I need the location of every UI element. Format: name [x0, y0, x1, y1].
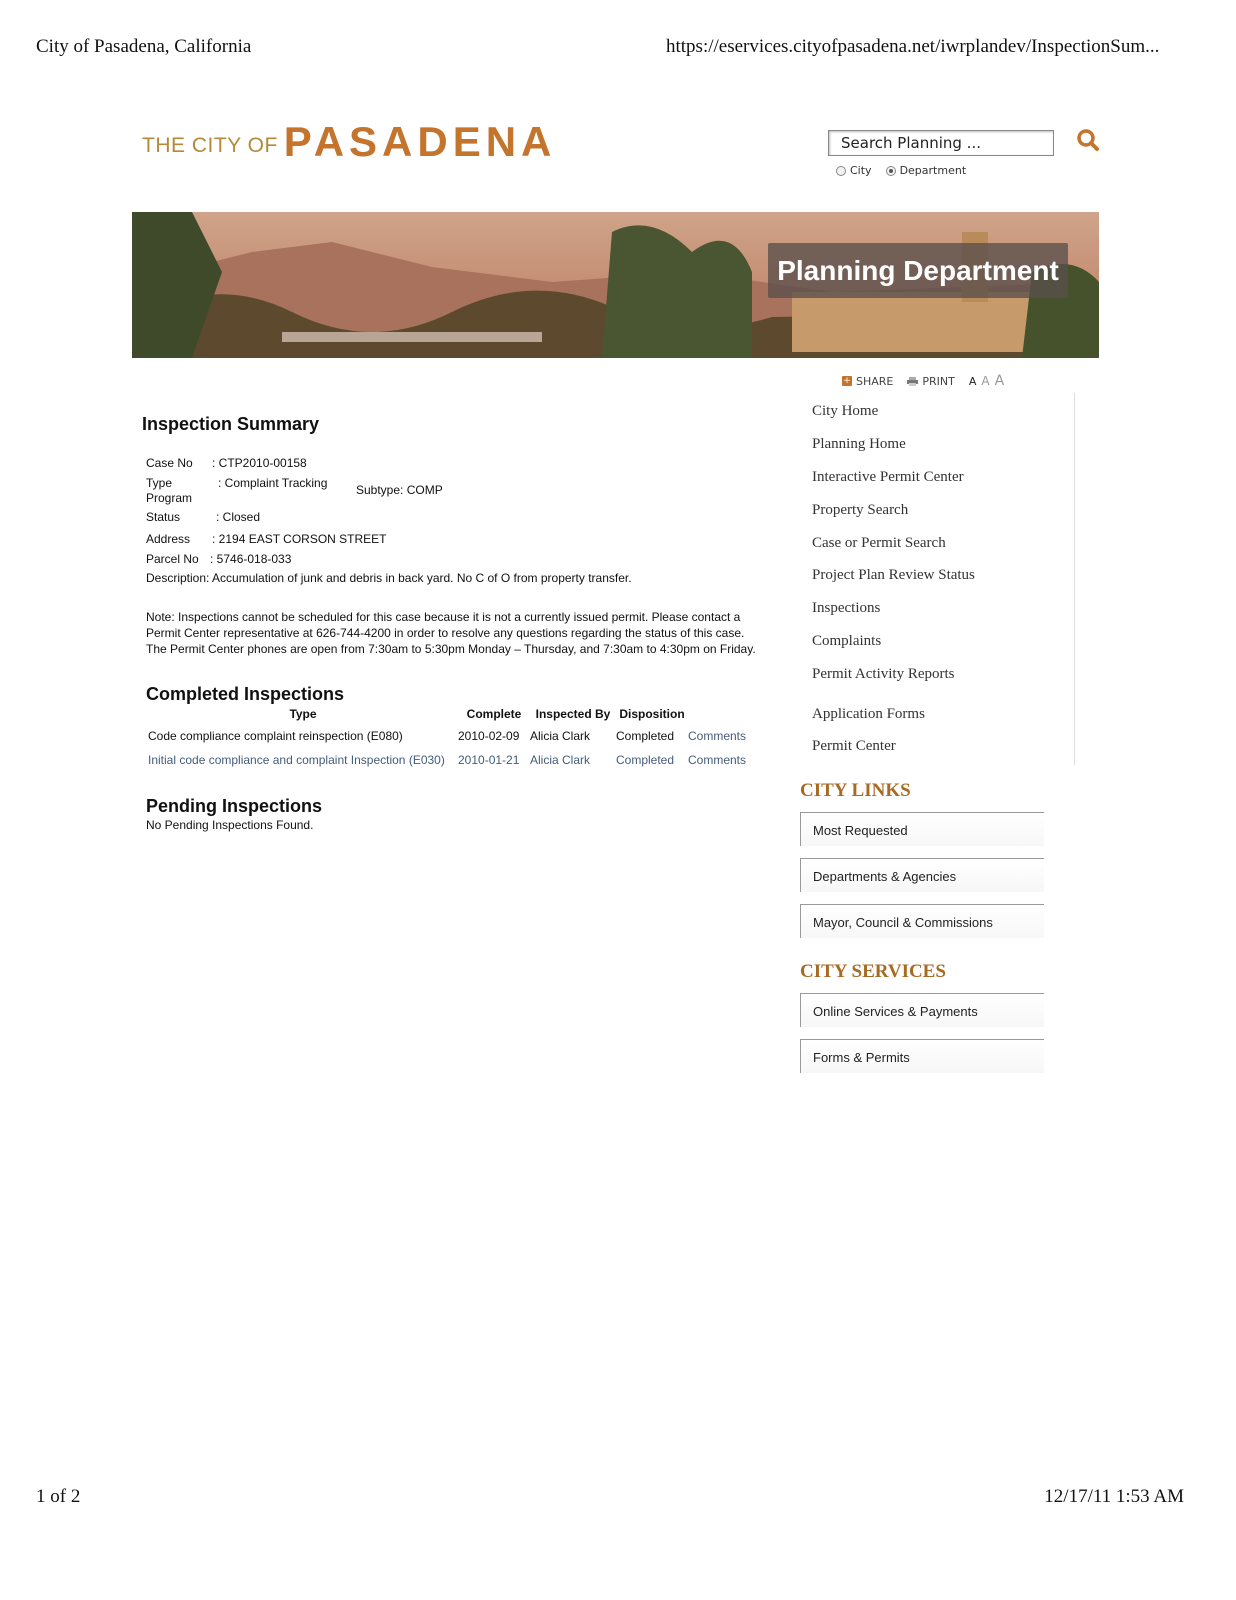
print-header-title: City of Pasadena, California: [36, 36, 252, 57]
sidebar-item-planning-home[interactable]: Planning Home: [812, 436, 906, 452]
sidebar-item-case-or-permit-search[interactable]: Case or Permit Search: [812, 535, 946, 551]
status-label: Status: [146, 510, 181, 524]
parcel-label: Parcel No: [146, 552, 199, 566]
font-size-medium[interactable]: A: [981, 374, 990, 388]
parcel-value: : 5746-018-033: [210, 552, 292, 566]
row-complete: 2010-01-21: [458, 753, 520, 767]
table-row: [148, 748, 752, 772]
banner-title: Planning Department: [768, 243, 1068, 298]
share-button[interactable]: SHARE: [856, 374, 894, 388]
table-row: [148, 724, 752, 748]
print-footer-datetime: 12/17/11 1:53 AM: [1044, 1486, 1184, 1507]
city-service-forms-permits[interactable]: Forms & Permits: [800, 1039, 1044, 1073]
radio-department[interactable]: [886, 166, 896, 176]
city-link-mayor-council[interactable]: Mayor, Council & Commissions: [800, 904, 1044, 938]
sidebar-item-interactive-permit-center[interactable]: Interactive Permit Center: [812, 469, 964, 485]
search-icon[interactable]: [1076, 128, 1102, 154]
row-inspector: Alicia Clark: [530, 729, 591, 743]
sidebar-item-permit-activity-reports[interactable]: Permit Activity Reports: [812, 666, 955, 682]
sidebar-item-permit-center[interactable]: Permit Center: [812, 738, 896, 754]
sidebar-item-project-plan-review-status[interactable]: Project Plan Review Status: [812, 567, 975, 583]
font-size-large[interactable]: A: [994, 373, 1005, 389]
share-icon[interactable]: +: [843, 376, 851, 386]
case-no-label: Case No: [146, 456, 193, 470]
program-label: Program: [146, 491, 193, 505]
row-complete: 2010-02-09: [458, 729, 520, 743]
row-type-link[interactable]: Initial code compliance and complaint Inspection (E030): [148, 753, 445, 767]
pending-message: No Pending Inspections Found.: [146, 818, 314, 832]
logo-name: PASADENA: [283, 118, 557, 165]
sidebar-item-application-forms[interactable]: Application Forms: [812, 706, 925, 722]
city-logo[interactable]: [142, 118, 556, 166]
logo-prefix: THE CITY OF: [142, 134, 278, 157]
radio-city-label: City: [850, 164, 872, 177]
col-inspected-by: Inspected By: [535, 707, 611, 721]
completed-inspections-heading: Completed Inspections: [146, 684, 345, 704]
city-link-most-requested[interactable]: Most Requested: [800, 812, 1044, 846]
col-disposition: Disposition: [619, 707, 685, 721]
type-label: Type: [146, 476, 173, 490]
city-links-heading: CITY LINKS: [800, 780, 911, 801]
subtype-value: Subtype: COMP: [356, 483, 443, 497]
col-type: Type: [289, 707, 317, 721]
font-size-small[interactable]: A: [968, 375, 977, 388]
row-inspector: Alicia Clark: [530, 753, 591, 767]
note-line-2: Permit Center representative at 626-744-4200 in order to resolve any questions regarding the status of this case.: [146, 626, 745, 640]
pending-inspections-heading: Pending Inspections: [146, 796, 323, 816]
status-value: : Closed: [216, 510, 261, 524]
page-title: Inspection Summary: [142, 414, 320, 434]
completed-inspections-table: [148, 704, 752, 772]
print-header-url: https://eservices.cityofpasadena.net/iwrplandev/InspectionSum...: [666, 36, 1160, 57]
row-disposition: Completed: [616, 729, 675, 743]
sidebar-item-city-home[interactable]: City Home: [812, 403, 879, 419]
comments-link[interactable]: Comments: [688, 729, 747, 743]
note-line-3: The Permit Center phones are open from 7:30am to 5:30pm Monday – Thursday, and 7:30am to 4:30pm on Friday.: [146, 642, 756, 656]
city-link-departments-agencies[interactable]: Departments & Agencies: [800, 858, 1044, 892]
page-tools: [842, 373, 1009, 389]
col-complete: Complete: [466, 707, 522, 721]
note-line-1: Note: Inspections cannot be scheduled for this case because it is not a currently issued permit. Please contact a: [146, 610, 741, 624]
case-no-value: : CTP2010-00158: [212, 456, 307, 470]
city-services-heading: CITY SERVICES: [800, 961, 946, 982]
sidebar-nav: [806, 393, 1075, 765]
print-icon[interactable]: [907, 377, 918, 386]
search-input[interactable]: Search Planning ...: [828, 130, 1054, 156]
radio-department-label: Department: [899, 164, 967, 177]
city-service-online-services[interactable]: Online Services & Payments: [800, 993, 1044, 1027]
radio-city[interactable]: [836, 166, 846, 176]
sidebar-item-property-search[interactable]: Property Search: [812, 502, 909, 518]
type-value: : Complaint Tracking: [218, 476, 328, 490]
address-value: : 2194 EAST CORSON STREET: [212, 532, 387, 546]
sidebar-item-complaints[interactable]: Complaints: [812, 633, 882, 649]
row-disposition: Completed: [616, 753, 675, 767]
row-type: Code compliance complaint reinspection (E080): [148, 729, 403, 743]
search-scope: [836, 164, 976, 177]
comments-link[interactable]: Comments: [688, 753, 747, 767]
print-footer-page: 1 of 2: [36, 1486, 81, 1507]
print-button[interactable]: PRINT: [922, 374, 955, 388]
description: Description: Accumulation of junk and debris in back yard. No C of O from property transfer.: [146, 571, 632, 585]
sidebar-item-inspections[interactable]: Inspections: [812, 600, 881, 616]
address-label: Address: [146, 532, 191, 546]
